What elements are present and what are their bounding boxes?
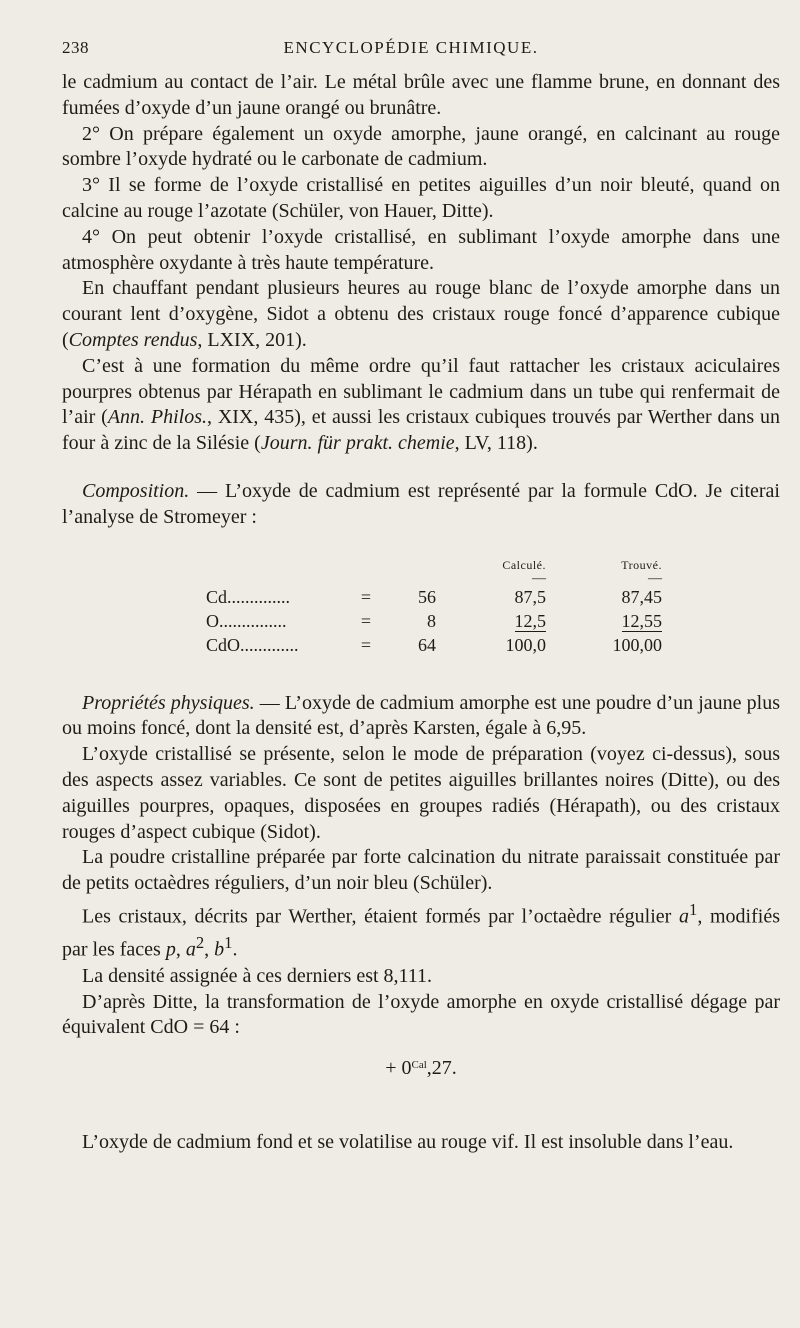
superscript: 1: [689, 899, 698, 919]
paragraph: [62, 897, 780, 964]
calculated-value: 87,5: [514, 586, 546, 607]
found-value: [552, 609, 662, 633]
paragraph: [62, 276, 780, 353]
running-title: ENCYCLOPÉDIE CHIMIQUE.: [283, 38, 539, 57]
crystal-face: b: [214, 939, 225, 962]
equals-sign: =: [360, 586, 372, 607]
element-label: Cd..............: [206, 586, 291, 607]
calculated-value: 100,0: [505, 634, 546, 655]
text-span: C’est à une formation du même ordre qu’il faut rattacher les cristaux aciculaires pourpres obtenus par Hérapath en sublimant le cadmium dans un tube qui renfermait de l’air (: [62, 354, 780, 429]
paragraph: La densité assignée à ces derniers est 8,111.: [82, 964, 433, 987]
paragraph: [62, 354, 780, 457]
text-span: ,: [204, 939, 215, 962]
element-label: CdO.............: [206, 634, 299, 655]
text-span: En chauffant pendant plusieurs heures au rouge blanc de l’oxyde amorphe dans un courant lent d’oxygène, Sidot a obtenu des cristaux rouge foncé d’apparence cubique (: [62, 277, 780, 351]
calculated-value: [436, 609, 552, 633]
paragraph: L’oxyde cristallisé se présente, selon le mode de préparation (voyez ci-dessus), sous des aspects assez variables. Ce sont de petites aiguilles brillantes noires (Ditte), ou des aiguilles pourpres, opaques, disposées en groupes radiés (Hérapath), ou des cristaux rouges d’aspect cubique (Sidot).: [62, 743, 780, 843]
formula-value: ,27.: [426, 1057, 457, 1080]
page-body: [62, 70, 780, 1156]
text-span: , LV, 118).: [454, 432, 538, 455]
paragraph: L’oxyde de cadmium fond et se volatilise au rouge vif. Il est insoluble dans l’eau.: [82, 1131, 734, 1154]
table-row: [206, 585, 662, 609]
text-span: — L’oxyde de cadmium amorphe est une poudre d’un jaune plus ou moins foncé, dont la densité est, d’après Karsten, égale à 6,95.: [62, 691, 780, 740]
paragraph: D’après Ditte, la transformation de l’oxyde amorphe en oxyde cristallisé dégage par équivalent CdO = 64 :: [62, 990, 780, 1039]
dash: —: [648, 570, 662, 586]
page-header: [62, 38, 760, 62]
composition-paragraph: [62, 479, 780, 531]
column-header-trouve: Trouvé.: [621, 557, 662, 572]
properties-paragraph: [62, 691, 780, 743]
found-value: 87,45: [621, 586, 662, 607]
dash: —: [532, 570, 546, 586]
table-row-total: [206, 633, 662, 657]
text-span: , LXIX, 201).: [197, 328, 307, 351]
page-number: 238: [62, 38, 89, 57]
text-span: ,: [175, 939, 186, 962]
text-span: , XIX, 435), et aussi les cristaux cubiques trouvés par Werther dans un four à zinc de la Silésie (: [62, 406, 780, 455]
superscript: 1: [224, 933, 233, 953]
equals-sign: =: [360, 634, 372, 655]
underlined-value: 12,5: [514, 610, 546, 631]
underlined-value: 12,55: [621, 610, 662, 631]
heat-formula: [62, 1053, 780, 1082]
equivalent-value: 8: [427, 610, 436, 631]
equivalent-value: 56: [418, 586, 436, 607]
superscript: 2: [195, 933, 205, 953]
table-row: [206, 609, 662, 633]
crystal-face: p: [165, 939, 176, 962]
analysis-table: [206, 557, 662, 657]
column-header-calcule: Calculé.: [502, 557, 546, 572]
citation: Journ. für prakt. chemie: [260, 432, 455, 455]
section-heading: Propriétés physiques.: [82, 691, 255, 714]
paragraph: 2° On prépare également un oxyde amorphe, jaune orangé, en calcinant au rouge sombre l’oxyde hydraté ou le carbonate de cadmium.: [62, 122, 780, 171]
equivalent-value: 64: [418, 634, 436, 655]
paragraph: 4° On peut obtenir l’oxyde cristallisé, en sublimant l’oxyde amorphe dans une atmosphère oxydante à très haute température.: [62, 225, 780, 274]
section-heading: Composition.: [82, 479, 190, 502]
equals-sign: =: [360, 610, 372, 631]
paragraph: La poudre cristalline préparée par forte calcination du nitrate paraissait constituée par de petits octaèdres réguliers, d’un noir bleu (Schüler).: [62, 846, 780, 895]
citation: Ann. Philos.: [107, 406, 207, 429]
paragraph: le cadmium au contact de l’air. Le métal brûle avec une flamme brune, en donnant des fumées d’oxyde d’un jaune orangé ou brunâtre.: [62, 71, 780, 119]
text-span: .: [232, 939, 238, 962]
text-span: , modifiés par les faces: [62, 905, 780, 962]
element-label: O...............: [206, 610, 287, 631]
found-value: 100,00: [612, 634, 662, 655]
paragraph: 3° Il se forme de l’oxyde cristallisé en petites aiguilles d’un noir bleuté, quand on calcine au rouge l’azotate (Schüler, von Hauer, Ditte).: [62, 174, 780, 222]
formula-value: + 0: [385, 1057, 412, 1080]
citation: Comptes rendus: [68, 328, 198, 351]
crystal-face: a: [185, 939, 196, 962]
crystal-face: a: [679, 905, 689, 928]
text-span: — L’oxyde de cadmium est représenté par la formule CdO. Je citerai l’analyse de Stromeyer :: [62, 479, 780, 528]
formula-unit: Cal: [411, 1059, 427, 1072]
text-span: Les cristaux, décrits par Werther, étaient formés par l’octaèdre régulier: [82, 905, 679, 928]
